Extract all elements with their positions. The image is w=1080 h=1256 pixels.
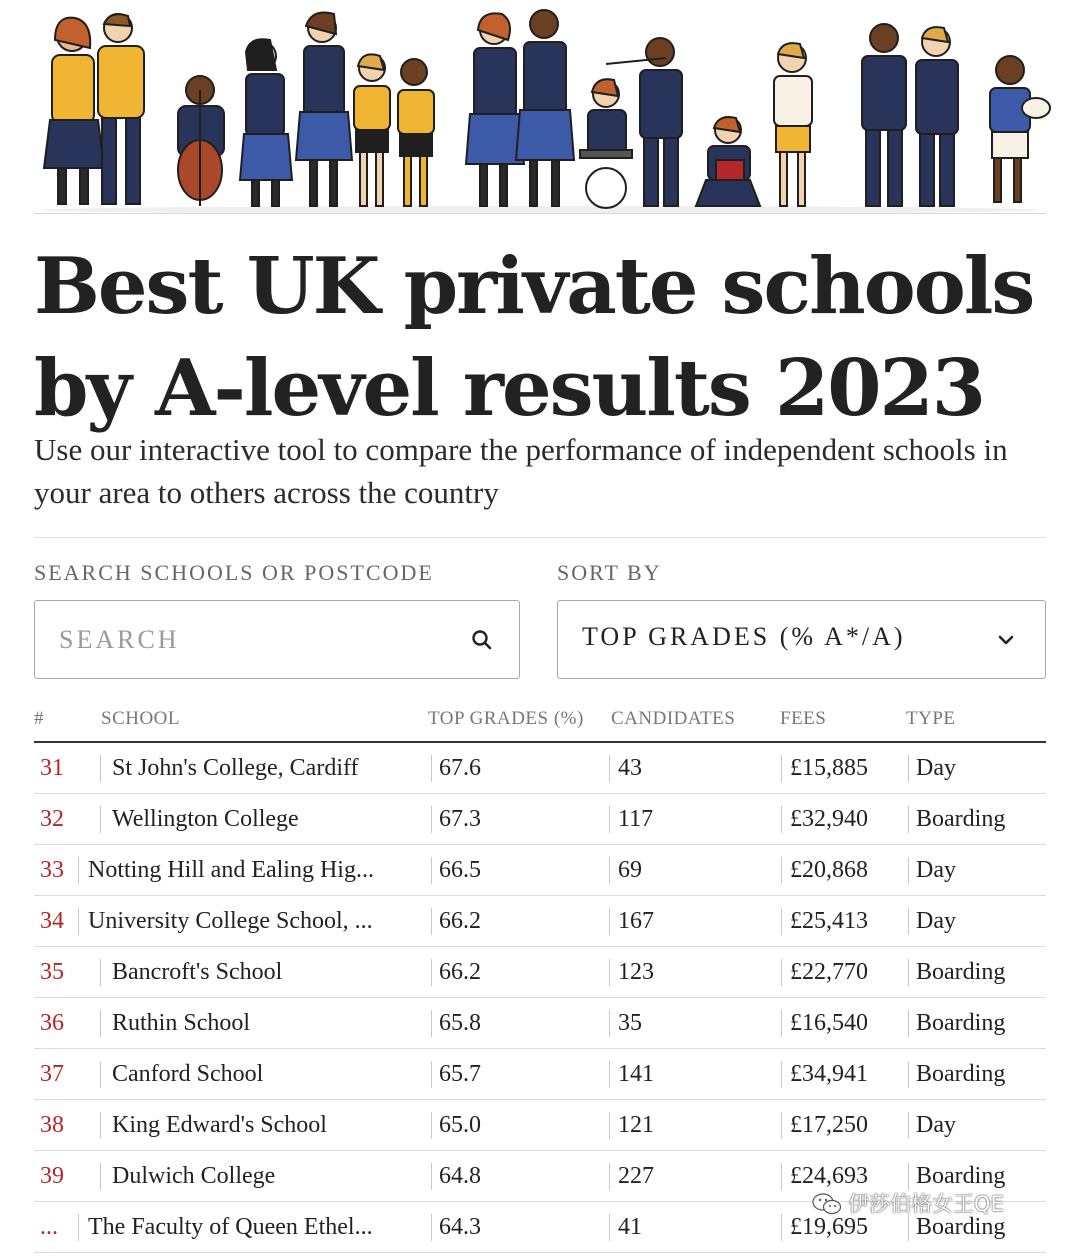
- cell-divider: [781, 1112, 782, 1139]
- search-label: SEARCH SCHOOLS OR POSTCODE: [34, 560, 434, 585]
- cell-divider: [781, 908, 782, 935]
- sort-label: SORT BY: [557, 560, 662, 585]
- row-rank: 33: [40, 857, 64, 883]
- page-subtitle: Use our interactive tool to compare the performance of independent schools in your area to others across the country: [34, 432, 1008, 510]
- cell-divider: [431, 959, 432, 986]
- table-row[interactable]: [34, 794, 1046, 845]
- row-candidates: 35: [618, 1010, 642, 1036]
- row-grades: 65.0: [439, 1112, 481, 1138]
- row-type: Boarding: [916, 806, 1006, 832]
- row-school[interactable]: Bancroft's School: [112, 959, 283, 985]
- row-fees: £20,868: [790, 857, 868, 883]
- row-grades: 66.2: [439, 908, 481, 934]
- cell-divider: [78, 857, 79, 884]
- row-candidates: 117: [618, 806, 654, 832]
- table-row[interactable]: [34, 998, 1046, 1049]
- header-school[interactable]: SCHOOL: [101, 708, 181, 729]
- row-fees: £17,250: [790, 1112, 868, 1138]
- row-school[interactable]: The Faculty of Queen Ethel...: [88, 1214, 373, 1240]
- cell-divider: [78, 1214, 79, 1241]
- cell-divider: [908, 806, 909, 833]
- row-fees: £19,695: [790, 1214, 868, 1240]
- search-icon[interactable]: [471, 629, 493, 651]
- row-candidates: 227: [618, 1163, 654, 1189]
- school-children-illustration: [0, 0, 1080, 216]
- cell-divider: [609, 1112, 610, 1139]
- cell-divider: [100, 1010, 101, 1037]
- cell-divider: [781, 857, 782, 884]
- row-grades: 65.8: [439, 1010, 481, 1036]
- cell-divider: [431, 1112, 432, 1139]
- cell-divider: [781, 1010, 782, 1037]
- cell-divider: [431, 908, 432, 935]
- row-candidates: 41: [618, 1214, 642, 1240]
- row-school[interactable]: Dulwich College: [112, 1163, 276, 1189]
- row-rank: 32: [40, 806, 64, 832]
- cell-divider: [609, 1061, 610, 1088]
- row-fees: £22,770: [790, 959, 868, 985]
- table-row[interactable]: [34, 947, 1046, 998]
- row-school[interactable]: St John's College, Cardiff: [112, 755, 359, 781]
- table-row[interactable]: [34, 896, 1046, 947]
- table-row[interactable]: [34, 845, 1046, 896]
- row-candidates: 121: [618, 1112, 654, 1138]
- table-row[interactable]: [34, 743, 1046, 794]
- row-school[interactable]: King Edward's School: [112, 1112, 327, 1138]
- cell-divider: [781, 1061, 782, 1088]
- row-rank: 37: [40, 1061, 64, 1087]
- table-row[interactable]: [34, 1049, 1046, 1100]
- cell-divider: [431, 857, 432, 884]
- row-fees: £15,885: [790, 755, 868, 781]
- row-rank: 35: [40, 959, 64, 985]
- chevron-down-icon: [997, 631, 1015, 649]
- cell-divider: [100, 959, 101, 986]
- cell-divider: [609, 755, 610, 782]
- row-grades: 66.5: [439, 857, 481, 883]
- row-school[interactable]: University College School, ...: [88, 908, 373, 934]
- row-rank: ...: [40, 1214, 58, 1240]
- row-type: Boarding: [916, 1061, 1006, 1087]
- cell-divider: [781, 1214, 782, 1241]
- row-school[interactable]: Ruthin School: [112, 1010, 251, 1036]
- row-rank: 38: [40, 1112, 64, 1138]
- row-grades: 67.3: [439, 806, 481, 832]
- cell-divider: [908, 1010, 909, 1037]
- row-rank: 31: [40, 755, 64, 781]
- row-candidates: 43: [618, 755, 642, 781]
- row-type: Boarding: [916, 1163, 1006, 1189]
- page-title: Best UK private schools by A-level results 2023: [34, 241, 1034, 434]
- table-row[interactable]: [34, 1100, 1046, 1151]
- row-grades: 65.7: [439, 1061, 481, 1087]
- cell-divider: [100, 1163, 101, 1190]
- row-school[interactable]: Notting Hill and Ealing Hig...: [88, 857, 374, 883]
- row-fees: £25,413: [790, 908, 868, 934]
- row-type: Day: [916, 908, 956, 934]
- cell-divider: [100, 1061, 101, 1088]
- cell-divider: [609, 1010, 610, 1037]
- row-type: Day: [916, 755, 956, 781]
- cell-divider: [908, 755, 909, 782]
- search-input[interactable]: [57, 619, 461, 661]
- hero-divider: [34, 213, 1046, 214]
- row-fees: £34,941: [790, 1061, 868, 1087]
- row-type: Boarding: [916, 959, 1006, 985]
- row-type: Day: [916, 857, 956, 883]
- row-school[interactable]: Canford School: [112, 1061, 264, 1087]
- cell-divider: [431, 1163, 432, 1190]
- row-candidates: 141: [618, 1061, 654, 1087]
- cell-divider: [781, 755, 782, 782]
- section-divider: [34, 537, 1046, 538]
- row-type: Boarding: [916, 1010, 1006, 1036]
- watermark: [812, 1186, 1004, 1222]
- cell-divider: [100, 755, 101, 782]
- cell-divider: [908, 908, 909, 935]
- cell-divider: [908, 857, 909, 884]
- cell-divider: [431, 1061, 432, 1088]
- row-fees: £24,693: [790, 1163, 868, 1189]
- row-rank: 34: [40, 908, 64, 934]
- row-rank: 36: [40, 1010, 64, 1036]
- row-candidates: 69: [618, 857, 642, 883]
- header-candidates[interactable]: CANDIDATES: [611, 708, 736, 729]
- row-candidates: 167: [618, 908, 654, 934]
- cell-divider: [908, 1112, 909, 1139]
- header-type[interactable]: TYPE: [906, 708, 956, 729]
- search-field[interactable]: [34, 600, 520, 679]
- row-school[interactable]: Wellington College: [112, 806, 299, 832]
- cell-divider: [431, 755, 432, 782]
- cell-divider: [609, 908, 610, 935]
- cell-divider: [78, 908, 79, 935]
- row-fees: £16,540: [790, 1010, 868, 1036]
- cell-divider: [781, 959, 782, 986]
- cell-divider: [431, 1214, 432, 1241]
- cell-divider: [100, 1112, 101, 1139]
- header-fees[interactable]: FEES: [780, 708, 827, 729]
- header-rank[interactable]: #: [34, 708, 44, 729]
- watermark-text: 伊莎伯格女王QE: [848, 1192, 1004, 1216]
- row-fees: £32,940: [790, 806, 868, 832]
- row-grades: 64.8: [439, 1163, 481, 1189]
- cell-divider: [781, 806, 782, 833]
- sort-selected-value: TOP GRADES (% A*/A): [582, 622, 906, 651]
- row-type: Boarding: [916, 1214, 1006, 1240]
- cell-divider: [908, 959, 909, 986]
- row-type: Day: [916, 1112, 956, 1138]
- cell-divider: [431, 1010, 432, 1037]
- row-grades: 64.3: [439, 1214, 481, 1240]
- cell-divider: [609, 1163, 610, 1190]
- sort-select[interactable]: [557, 600, 1046, 679]
- cell-divider: [609, 857, 610, 884]
- cell-divider: [100, 806, 101, 833]
- header-top-grades[interactable]: TOP GRADES (%): [428, 708, 584, 729]
- cell-divider: [781, 1163, 782, 1190]
- wechat-icon: [812, 1192, 842, 1216]
- cell-divider: [908, 1061, 909, 1088]
- cell-divider: [609, 959, 610, 986]
- row-grades: 67.6: [439, 755, 481, 781]
- cell-divider: [431, 806, 432, 833]
- cell-divider: [609, 1214, 610, 1241]
- row-grades: 66.2: [439, 959, 481, 985]
- row-candidates: 123: [618, 959, 654, 985]
- cell-divider: [609, 806, 610, 833]
- row-rank: 39: [40, 1163, 64, 1189]
